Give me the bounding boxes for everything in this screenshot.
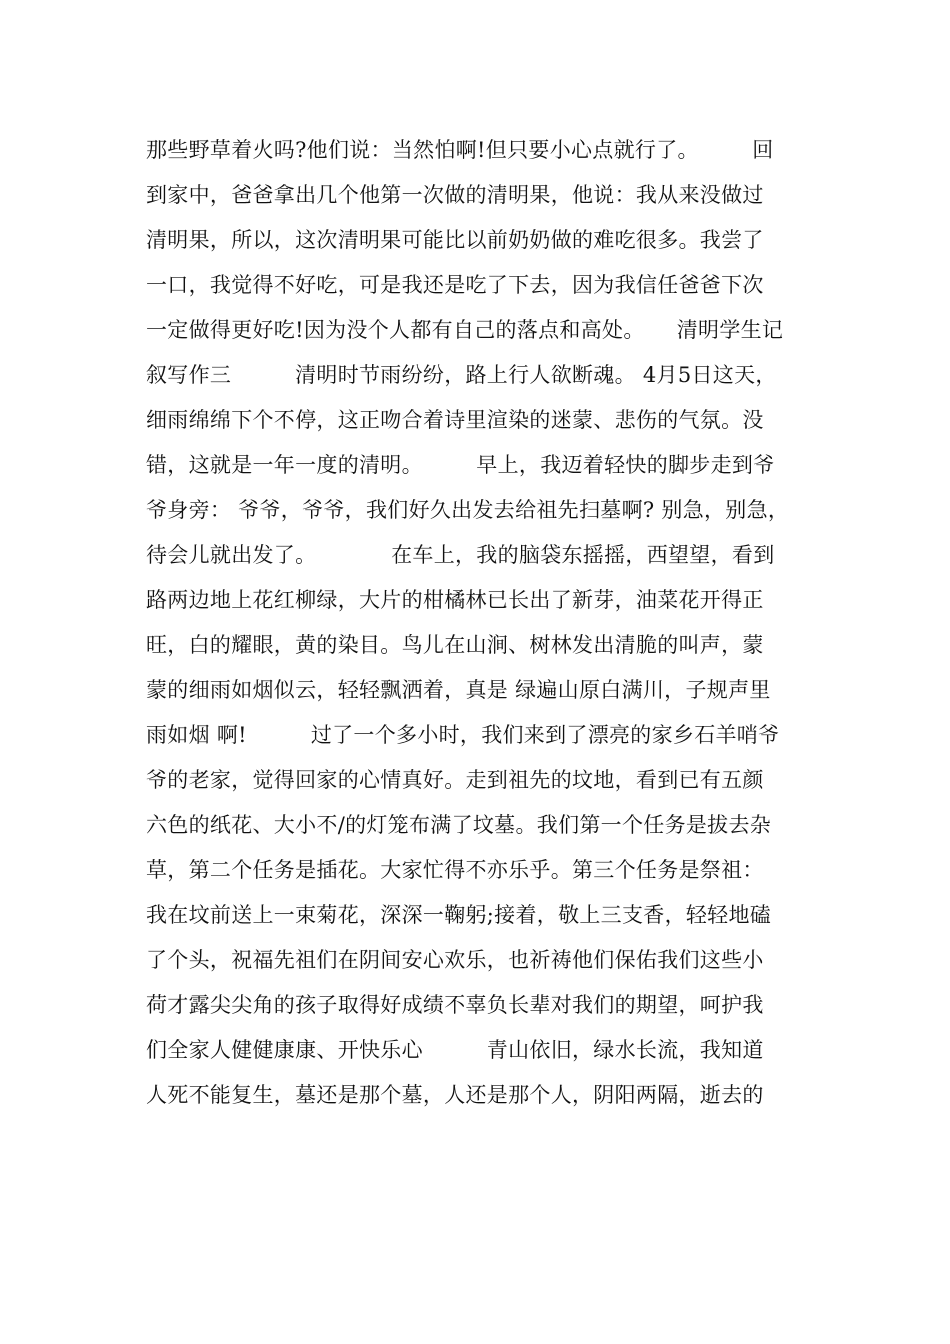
text-line-15: 爷的老家，觉得回家的心情真好。走到祖先的坟地，看到已有五颜 — [146, 768, 764, 792]
text-line-19: 了个头，祝福先祖们在阴间安心欢乐，也祈祷他们保佑我们这些小 — [146, 948, 764, 972]
text-line-18: 我在坟前送上一束菊花，深深一鞠躬;接着，敬上三支香，轻轻地磕 — [146, 903, 772, 927]
text-line-7: 细雨绵绵下个不停，这正吻合着诗里渲染的迷蒙、悲伤的气氛。没 — [146, 408, 764, 432]
text-line-20: 荷才露尖尖角的孩子取得好成绩不辜负长辈对我们的期望，呵护我 — [146, 993, 764, 1017]
text-line-12: 旺，白的耀眼，黄的染目。鸟儿在山涧、树林发出清脆的叫声，蒙 — [146, 633, 764, 657]
text-line-13: 蒙的细雨如烟似云，轻轻飘洒着，真是 绿遍山原白满川，子规声里 — [146, 678, 771, 702]
text-line-9: 爷身旁： 爷爷，爷爷，我们好久出发去给祖先扫墓啊? 别急，别急， — [146, 498, 790, 522]
text-line-21: 们全家人健健康康、开快乐心 青山依旧，绿水长流，我知道 — [146, 1038, 764, 1062]
text-line-3: 清明果，所以，这次清明果可能比以前奶奶做的难吃很多。我尝了 — [146, 228, 764, 252]
text-line-16: 六色的纸花、大小不/的灯笼布满了坟墓。我们第一个任务是拔去杂 — [146, 813, 772, 837]
text-line-1: 那些野草着火吗?他们说：当然怕啊!但只要小心点就行了。 回 — [146, 138, 774, 162]
text-line-5: 一定做得更好吃!因为没个人都有自己的落点和高处。 清明学生记 — [146, 318, 784, 342]
text-line-8: 错，这就是一年一度的清明。 早上，我迈着轻快的脚步走到爷 — [146, 453, 775, 477]
text-line-22: 人死不能复生，墓还是那个墓，人还是那个人，阴阳两隔，逝去的 — [146, 1083, 764, 1107]
text-line-4: 一口，我觉得不好吃，可是我还是吃了下去，因为我信任爸爸下次 — [146, 273, 764, 297]
text-line-14: 雨如烟 啊! 过了一个多小时，我们来到了漂亮的家乡石羊哨爷 — [146, 723, 780, 747]
text-line-2: 到家中，爸爸拿出几个他第一次做的清明果，他说：我从来没做过 — [146, 183, 764, 207]
text-line-10: 待会儿就出发了。 在车上，我的脑袋东摇摇，西望望，看到 — [146, 543, 775, 567]
body-text — [146, 128, 816, 1118]
text-line-6: 叙写作三 清明时节雨纷纷，路上行人欲断魂。 4月5日这天， — [146, 363, 777, 387]
text-line-11: 路两边地上花红柳绿，大片的柑橘林已长出了新芽，油菜花开得正 — [146, 588, 764, 612]
text-line-17: 草，第二个任务是插花。大家忙得不亦乐乎。第三个任务是祭祖： — [146, 858, 764, 882]
